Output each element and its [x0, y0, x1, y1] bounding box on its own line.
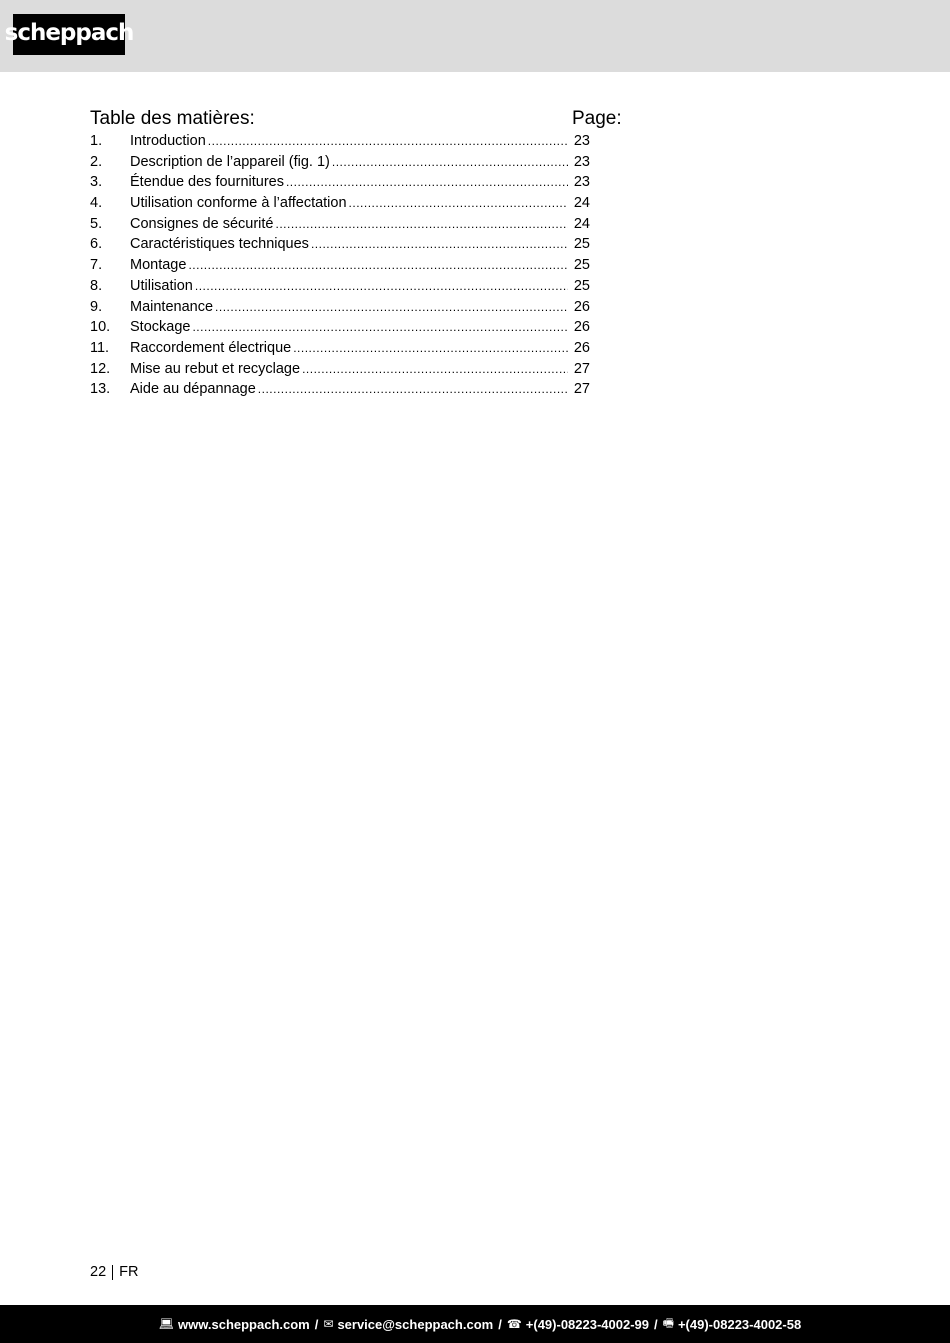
toc-leader-dots — [215, 297, 568, 318]
fax-number[interactable]: +(49)-08223-4002-58 — [677, 1316, 802, 1332]
phone-number[interactable]: +(49)-08223-4002-99 — [525, 1316, 650, 1332]
toc-entry-page: 25 — [573, 236, 590, 253]
toc-entry-number: 10. — [90, 319, 111, 336]
toc-leader-dots — [311, 234, 568, 255]
toc-entry[interactable] — [90, 234, 590, 255]
toc-entry-number: 13. — [90, 381, 111, 398]
toc-entry[interactable] — [90, 214, 590, 235]
page-number: 22 — [90, 1264, 107, 1280]
toc-entry-label: Mise au rebut et recyclage — [130, 359, 302, 380]
toc-entry-label: Utilisation — [130, 276, 195, 297]
email-link[interactable]: service@scheppach.com — [337, 1316, 494, 1332]
toc-entry-page: 23 — [573, 153, 590, 170]
toc-leader-dots — [275, 214, 568, 235]
toc-entry-number: 12. — [90, 360, 111, 377]
computer-icon: 💻︎ — [158, 1317, 175, 1331]
contact-bar — [0, 1305, 950, 1343]
toc-entry-page: 27 — [573, 381, 590, 398]
toc-entry[interactable] — [90, 359, 590, 380]
toc-entry-label: Stockage — [130, 317, 192, 338]
toc-entry-page: 24 — [573, 215, 590, 232]
toc-entry-label: Consignes de sécurité — [130, 214, 275, 235]
table-of-contents — [90, 108, 630, 398]
toc-entry[interactable] — [90, 297, 590, 318]
toc-entry-number: 5. — [90, 215, 103, 232]
toc-entry-number: 8. — [90, 277, 103, 294]
toc-entry-label: Raccordement électrique — [130, 338, 293, 359]
toc-entry-label: Montage — [130, 255, 188, 276]
envelope-icon: ✉︎ — [323, 1317, 334, 1331]
toc-entry-number: 6. — [90, 236, 103, 253]
toc-entry-number: 3. — [90, 174, 103, 191]
toc-leader-dots — [286, 172, 568, 193]
toc-leader-dots — [258, 379, 568, 400]
toc-leader-dots — [208, 131, 568, 152]
toc-entry-number: 1. — [90, 133, 103, 149]
toc-entry[interactable] — [90, 193, 590, 214]
toc-entry-page: 24 — [573, 195, 590, 212]
toc-leader-dots — [192, 317, 568, 338]
toc-entry[interactable] — [90, 172, 590, 193]
toc-entry[interactable] — [90, 276, 590, 297]
toc-entry-label: Aide au dépannage — [130, 379, 258, 400]
toc-leader-dots — [293, 338, 568, 359]
toc-entry-page: 26 — [573, 339, 590, 356]
contact-separator: / — [314, 1316, 319, 1332]
toc-leader-dots — [332, 152, 568, 173]
footer-separator — [112, 1265, 113, 1280]
toc-entry-number: 11. — [90, 339, 110, 356]
toc-entry-number: 4. — [90, 195, 103, 212]
header-band — [0, 0, 950, 72]
toc-entry-number: 2. — [90, 153, 103, 170]
language-code: FR — [119, 1264, 139, 1280]
toc-entry[interactable] — [90, 152, 590, 173]
website-link[interactable]: www.scheppach.com — [178, 1316, 310, 1332]
contact-separator: / — [498, 1316, 502, 1332]
toc-entry[interactable] — [90, 317, 590, 338]
toc-title: Table des matières: — [90, 108, 255, 129]
toc-entry-number: 9. — [90, 298, 103, 315]
toc-leader-dots — [302, 359, 568, 380]
toc-entry-label: Caractéristiques techniques — [130, 234, 311, 255]
toc-entry-label: Utilisation conforme à l’affectation — [130, 193, 349, 214]
contact-separator: / — [654, 1316, 658, 1332]
toc-entry[interactable] — [90, 379, 590, 400]
page-footer — [90, 1264, 138, 1280]
toc-entry-page: 27 — [573, 360, 590, 377]
toc-entry-label: Description de l’appareil (fig. 1) — [130, 152, 332, 173]
toc-leader-dots — [349, 193, 568, 214]
scheppach-logo: scheppach — [13, 14, 125, 55]
toc-entry-label: Étendue des fournitures — [130, 172, 286, 193]
toc-entry-page: 25 — [573, 277, 590, 294]
toc-entry-page: 25 — [573, 257, 590, 274]
toc-entry-label: Introduction — [130, 131, 208, 152]
toc-entry-number: 7. — [90, 257, 103, 274]
toc-entry-page: 23 — [573, 133, 590, 149]
toc-leader-dots — [195, 276, 568, 297]
fax-icon: 🖷︎ — [662, 1315, 674, 1330]
toc-entry-page: 26 — [573, 298, 590, 315]
toc-entry[interactable] — [90, 338, 590, 359]
toc-entry[interactable] — [90, 131, 590, 152]
toc-list — [90, 131, 590, 400]
toc-entry-label: Maintenance — [130, 297, 215, 318]
toc-entry[interactable] — [90, 255, 590, 276]
telephone-icon: ☎︎ — [506, 1317, 522, 1331]
toc-entry-page: 23 — [573, 174, 590, 191]
toc-leader-dots — [188, 255, 568, 276]
toc-entry-page: 26 — [573, 319, 590, 336]
toc-page-heading: Page: — [572, 108, 622, 129]
